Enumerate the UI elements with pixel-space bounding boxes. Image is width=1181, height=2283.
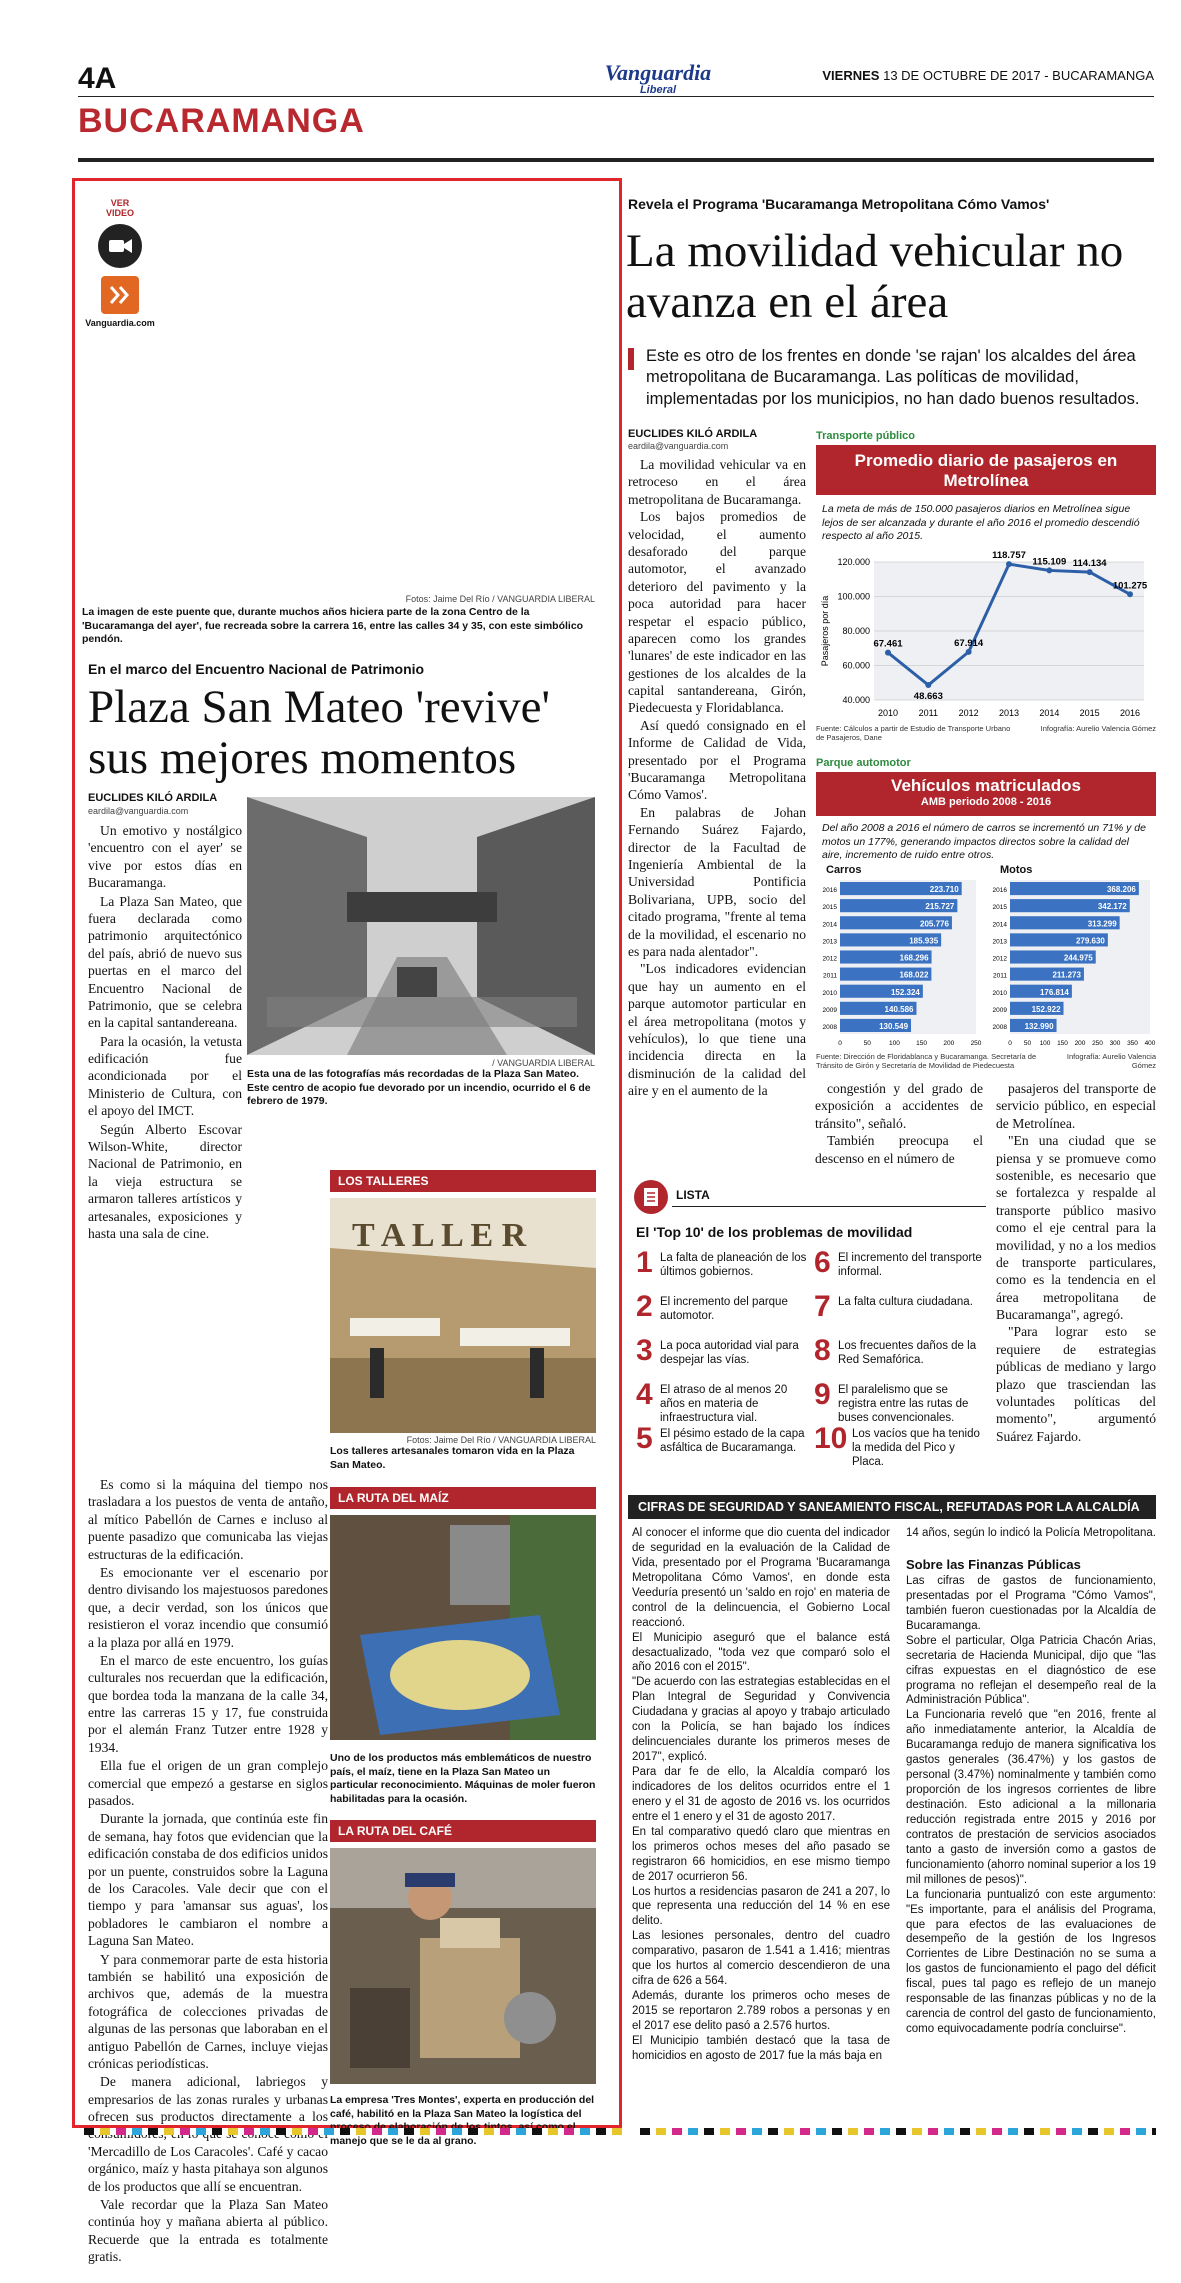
x-tick-label: 100 xyxy=(888,1040,900,1047)
masthead-rule xyxy=(78,96,1154,97)
cars-bar-chart xyxy=(816,876,982,1048)
top10-text: La poca autoridad vial para despejar las vías. xyxy=(660,1340,799,1366)
top10-text: El incremento del transporte informal. xyxy=(838,1252,982,1278)
list-icon xyxy=(634,1180,668,1214)
security-paragraph: La funcionaria puntualizó con este argumento: "Es importante, para el análisis del Programa, que para efectos de las evaluaciones de desempeño de la gestión de los Ingresos Corrientes de Libre Destinación no se suma a los gastos de funcionamiento el pago del déficit fiscal, pues tal pago es reflejo de un manejo responsable de las finanzas públicas y no de la carencia de control del gasto de funcionamiento, como equivocadamente podría concluirse". xyxy=(906,1888,1156,2036)
top10-text: El paralelismo que se registra entre las rutas de buses convencionales. xyxy=(838,1384,969,1424)
data-label: 118.757 xyxy=(992,550,1026,562)
category-label: 2015 xyxy=(822,904,837,912)
data-label: 140.586 xyxy=(884,1004,914,1014)
article1-paragraph: La Plaza San Mateo, que fuera declarada como patrimonio arquitectónico del país, abrió de nuevo sus puertas en el marco del Encuentro Nacional de Patrimonio, que se celebra en la capital santandereana. xyxy=(88,893,242,1031)
article2-deck: Este es otro de los frentes en donde 'se rajan' los alcaldes del área metropolitana de Bucaramanga. Las políticas de movilidad, implementadas por los municipios, no han dado buenos resultados. xyxy=(646,347,1140,408)
box-cafe xyxy=(330,1820,596,2149)
box-talleres xyxy=(330,1170,596,1472)
passengers-line-chart xyxy=(816,552,1156,722)
data-label: 67.914 xyxy=(954,637,984,649)
talleres-credit: Fotos: Jaime Del Río / VANGUARDIA LIBERAL xyxy=(406,1435,596,1445)
article2-paragraph: Los bajos promedios de velocidad, el aumento desaforado del parque automotor, el avanzado deterioro del pavimento y la poca autoridad para hacer respetar el espacio público, aparecen como los grandes 'lunares' de este indicador en las gestiones de los alcaldes de la capital santandereana, Girón, Piedecuesta y Floridablanca. xyxy=(628,509,806,716)
talleres-photo xyxy=(330,1198,596,1433)
top10-text: El atraso de al menos 20 años en materia de infraestructura vial. xyxy=(660,1384,788,1424)
data-point xyxy=(1006,561,1012,567)
video-badge-line1: VER xyxy=(110,198,130,208)
category-label: 2008 xyxy=(992,1024,1007,1031)
article1-paragraph: Para la ocasión, la vetusta edificación fue acondicionada por el Ministerio de Cultura, con el apoyo del IMCT. xyxy=(88,1033,242,1119)
top10-number: 8 xyxy=(814,1334,831,1367)
top10-text: Los vacíos que ha tenido la medida del Pico y Placa. xyxy=(852,1428,980,1468)
top10-number: 6 xyxy=(814,1246,831,1279)
x-tick-label: 350 xyxy=(1127,1040,1138,1047)
data-label: 115.109 xyxy=(1032,556,1067,568)
data-label: 168.022 xyxy=(899,970,929,980)
top10-item xyxy=(814,1378,990,1426)
label-motos: Motos xyxy=(1000,864,1033,876)
x-tick-label: 2010 xyxy=(877,708,899,718)
security-paragraph: El Municipio aseguró que el balance está desactualizado, "toda vez que comparó solo el año 2016 con el 2015". xyxy=(632,1631,890,1674)
category-label: 2011 xyxy=(823,972,837,980)
top10-text: El incremento del parque automotor. xyxy=(660,1296,788,1322)
category-label: 2009 xyxy=(822,1006,837,1014)
top10-number: 10 xyxy=(814,1422,848,1455)
top10-item xyxy=(814,1334,990,1382)
category-label: 2010 xyxy=(992,989,1007,997)
info-passengers-note: La meta de más de 150.000 pasajeros diarios en Metrolínea sigue lejos de ser alcanzada y durante el año 2016 el promedio descendió respecto al año 2015. xyxy=(822,503,1140,543)
top10-text: El pésimo estado de la capa asfáltica de Bucaramanga. xyxy=(660,1428,805,1454)
article2-paragraph: congestión y del grado de exposición a accidentes de tránsito", señaló. xyxy=(815,1081,983,1131)
security-col2-intro: 14 años, según lo indicó la Policía Metropolitana. xyxy=(906,1527,1156,1539)
article2-paragraph: pasajeros del transporte de servicio público, en especial de Metrolínea. xyxy=(996,1081,1156,1131)
top10-item xyxy=(814,1290,990,1338)
top10-item xyxy=(636,1290,812,1338)
article2-kicker: Revela el Programa 'Bucaramanga Metropolitana Cómo Vamos' xyxy=(628,196,1050,212)
publication-sub: Liberal xyxy=(639,84,677,96)
security-paragraph: Además, durante los primeros ocho meses de 2015 se reportaron 2.789 robos a personas y en el 2017 ese delito pasó a 2.576 hurtos. xyxy=(632,1990,890,2032)
security-column-2 xyxy=(906,1526,1156,2114)
y-tick-label: 40.000 xyxy=(842,695,870,705)
data-label: 223.710 xyxy=(929,885,959,895)
main-photo-caption: La imagen de este puente que, durante muchos años hiciera parte de la zona Centro de la 'Bucaramanga del ayer', fue recreada sobre la carrera 16, entre las calles 34 y 35, con este simbólico pendón. xyxy=(82,606,584,646)
x-tick-label: 100 xyxy=(1039,1040,1051,1047)
publication-logo: Vanguardia xyxy=(604,60,712,85)
data-label: 168.296 xyxy=(899,953,929,963)
bw-photo xyxy=(247,797,595,1055)
article1-kicker: En el marco del Encuentro Nacional de Patrimonio xyxy=(88,661,425,677)
x-tick-label: 50 xyxy=(1023,1040,1032,1047)
x-tick-label: 400 xyxy=(1144,1040,1156,1047)
category-label: 2013 xyxy=(992,938,1007,946)
info-passengers-credit: Infografía: Aurelio Valencia Gómez xyxy=(1040,724,1156,733)
article2-paragraph: "En una ciudad que se piensa y se promueve como sostenible, es necesario que se fortalezca y respalde al transporte público masivo como el eje central para la movilidad, y no a los medios de transporte particulares, como es la tendencia en el área metropolitana de Bucaramanga", agregó. xyxy=(996,1133,1156,1323)
top10-rule xyxy=(672,1206,986,1207)
data-label: 152.324 xyxy=(890,987,920,997)
main-photo-credit: Fotos: Jaime Del Río / VANGUARDIA LIBERAL xyxy=(405,594,595,604)
security-paragraph: "De acuerdo con las estrategias establecidas en el Plan Integral de Seguridad y Convivencia Ciudadana y gracias al apoyo y trabajo articulado con la Policía, se han bajado los índices delincuenciales durante los primeros meses de 2017", explicó. xyxy=(632,1676,890,1764)
article2-paragraph: "Para lograr esto se requiere de estrategias públicas de mediano y largo plazo que trasciendan las voluntades políticas del momento", argumentó Suárez Fajardo. xyxy=(996,1324,1156,1444)
y-tick-label: 120.000 xyxy=(837,557,870,567)
y-tick-label: 100.000 xyxy=(837,591,870,602)
page-number: 4A xyxy=(78,62,117,95)
top10-item xyxy=(636,1246,812,1294)
category-label: 2008 xyxy=(822,1024,837,1031)
top10-box xyxy=(628,1180,988,1480)
article2-paragraph: Así quedó consignado en el Informe de Calidad de Vida, presentado por el Programa 'Bucaramanga Metropolitana Cómo Vamos'. xyxy=(628,717,806,803)
article2-paragraph: También preocupa el descenso en el número de xyxy=(815,1133,983,1166)
article1-byline: EUCLIDES KILÓ ARDILA xyxy=(88,792,218,804)
x-tick-label: 200 xyxy=(1074,1040,1086,1047)
security-paragraph: La Funcionaria reveló que "en 2016, frente al año inmediatamente anterior, la Alcaldía de Bucaramanga redujo de manera significativa los gastos generales (36.47%) y los gastos de personal (3.47%) nominalmente y también como proporción de los ingresos corrientes de libre destinación. Esto adicional a la millonaria reducción registrada entre 2015 y 2016 por contratos de prestación de servicios asociados tanto a gasto de inversión como a gastos de funcionamiento (ahorro nominal superior a los 19 mil millones de pesos)". xyxy=(906,1709,1156,1886)
article1-paragraph: Un emotivo y nostálgico 'encuentro con el ayer' se vive por estos días en Bucaramanga. xyxy=(88,823,242,891)
data-label: 205.776 xyxy=(920,919,949,929)
top10-title: El 'Top 10' de los problemas de movilidad xyxy=(636,1224,913,1240)
data-point xyxy=(1046,567,1052,573)
x-tick-label: 200 xyxy=(943,1040,955,1047)
data-label: 244.975 xyxy=(1063,953,1093,963)
top10-number: 5 xyxy=(636,1422,653,1455)
security-paragraph: Al conocer el informe que dio cuenta del indicador de seguridad en la evaluación de la Calidad de Vida, presentado por el Programa 'Bucaramanga Metropolitana Cómo Vamos', en donde esta Veeduría presentó un 'saldo en rojo' en materia de control de la delincuencia, el Gobierno Local reaccionó. xyxy=(632,1527,890,1629)
data-point xyxy=(966,649,972,655)
top10-item xyxy=(814,1422,990,1470)
top10-number: 3 xyxy=(636,1334,653,1367)
x-tick-label: 2013 xyxy=(998,708,1020,718)
x-tick-label: 2011 xyxy=(918,708,939,718)
box-cafe-label: LA RUTA DEL CAFÉ xyxy=(330,1820,596,1842)
bw-photo-credit: / VANGUARDIA LIBERAL xyxy=(492,1058,595,1068)
security-col2-body xyxy=(906,1574,1156,2114)
security-bar: CIFRAS DE SEGURIDAD Y SANEAMIENTO FISCAL, REFUTADAS POR LA ALCALDÍA xyxy=(628,1495,1156,1519)
x-tick-label: 300 xyxy=(1109,1040,1121,1047)
data-label: 48.663 xyxy=(913,691,943,703)
data-label: 67.461 xyxy=(873,638,903,650)
security-column-1 xyxy=(632,1526,890,2120)
color-bar-left xyxy=(84,2128,624,2135)
top10-number: 1 xyxy=(636,1246,653,1279)
top10-number: 2 xyxy=(636,1290,653,1323)
article2-paragraph: En palabras de Johan Fernando Suárez Fajardo, director de la Facultad de Ingeniería Ambiental de la Universidad Pontificia Bolivariana, UPB, socio del citado programa, "frente al tema de la movilidad, el escenario no es para nada alentador". xyxy=(628,804,806,959)
article1-paragraph: En el marco de este encuentro, los guías culturales nos recuerdan que la edificación, que bordea toda la manzana de la calle 34, entre las carreras 15 y 17, fue construida por el alemán Franz Tutzer entre 1928 y 1934. xyxy=(88,1652,328,1755)
video-site: Vanguardia.com xyxy=(85,318,155,328)
color-bar-right xyxy=(640,2128,1156,2135)
security-paragraph: El Municipio también destacó que la tasa de homicidios en agosto de 2017 fue la más baja en xyxy=(632,2034,890,2062)
video-badge[interactable] xyxy=(82,198,158,348)
data-label: 279.630 xyxy=(1075,936,1105,946)
motos-bar-chart xyxy=(986,876,1156,1048)
data-label: 132.990 xyxy=(1024,1022,1054,1031)
top10-tag: LISTA xyxy=(676,1188,710,1202)
security-paragraph: En tal comparativo quedó claro que mientras en los primeros ochos meses del año pasado se registraron 66 homicidios, en ese mismo tiempo de 2017 ocurrieron 56. xyxy=(632,1825,890,1883)
info-vehicles-credit: Infografía: Aurelio Valencia Gómez xyxy=(1066,1052,1156,1070)
data-label: 211.273 xyxy=(1052,970,1081,980)
top10-item xyxy=(636,1378,812,1426)
data-label: 313.299 xyxy=(1087,919,1117,929)
data-label: 101.275 xyxy=(1112,580,1148,592)
article1-paragraph: Según Alberto Escovar Wilson-White, director Nacional de Patrimonio, en la vieja estructura se armaron talleres artísticos y artesanales, exposiciones y hasta una sala de cine. xyxy=(88,1121,242,1241)
top10-item xyxy=(814,1246,990,1294)
article1-paragraph: Durante la jornada, que continúa este fin de semana, hay fotos que evidencian que la edificación constaba de dos edificios unidos por un puente, construidos sobre la Laguna de los Caracoles. Vale decir que con el tiempo y para 'amansar sus aguas', los pobladores le cambiaron el nombre a Laguna San Mateo. xyxy=(88,1811,328,1949)
masthead xyxy=(78,58,1154,166)
cafe-photo xyxy=(330,1848,596,2084)
article1-paragraph: Y para conmemorar parte de esta historia también se habilitó una exposición de archivos que, además de la muestra fotográfica de colecciones privadas de algunas de las personas que laboraban en el antiguo Pabellón de Carnes, incluye viejas crónicas periodísticas. xyxy=(88,1951,328,2071)
data-label: 185.935 xyxy=(909,936,939,946)
article2-paragraph: "Los indicadores evidencian que hay un aumento en el parque automotor particular en el área metropolitana (motos y vehículos), lo que tiene una incidencia directa en la disminución de la calidad del aire y en el aumento de la xyxy=(628,961,806,1099)
article1-paragraph: Es emocionante ver el escenario por dentro divisando los majestuosos paredones que, a decir verdad, son los únicos que resistieron el voraz incendio que consumió a la plaza por allá en 1979. xyxy=(88,1564,328,1650)
security-paragraph: Las cifras de gastos de funcionamiento, presentadas por el Programa "Cómo Vamos", también fueron cuestionadas por la Alcaldía de Bucaramanga. xyxy=(906,1574,1156,1632)
top10-text: La falta cultura ciudadana. xyxy=(838,1296,973,1308)
data-point xyxy=(1127,591,1133,597)
data-point xyxy=(885,650,891,656)
article1-paragraph: Es como si la máquina del tiempo nos trasladara a los puestos de venta de antaño, al mítico Pabellón de Carnes e incluso al puente pasadizo que comunicaba las viejas estructuras de la edificación. xyxy=(88,1477,328,1562)
category-label: 2009 xyxy=(992,1006,1007,1014)
article1-paragraph: Vale recordar que la Plaza San Mateo continúa hoy y mañana abierta al público. Recuerde que la entrada es totalmente gratis. xyxy=(88,2197,328,2265)
x-tick-label: 0 xyxy=(838,1040,842,1047)
section-rule xyxy=(78,158,1154,162)
article2-byline: EUCLIDES KILÓ ARDILA xyxy=(628,428,758,440)
data-label: 215.727 xyxy=(925,902,955,912)
article1-narrow-column xyxy=(88,822,242,1472)
category-label: 2016 xyxy=(992,887,1007,895)
security-paragraph: Los hurtos a residencias pasaron de 241 a 207, lo que representa una reducción del 14 % en ese delito. xyxy=(632,1885,890,1928)
article2-column-3 xyxy=(996,1080,1156,1470)
box-maiz xyxy=(330,1487,596,1807)
category-label: 2016 xyxy=(822,887,837,895)
info-vehicles-title: Vehículos matriculados xyxy=(891,776,1081,795)
x-tick-label: 2015 xyxy=(1079,708,1100,718)
box-talleres-label: LOS TALLERES xyxy=(330,1170,596,1192)
section-title: BUCARAMANGA xyxy=(78,102,365,140)
category-label: 2011 xyxy=(993,972,1007,980)
video-camera-icon[interactable] xyxy=(98,224,142,268)
cafe-caption: La empresa 'Tres Montes', experta en producción del café, habilitó en la Plaza San Mateo la logística del manejo que se le da al grano. xyxy=(330,2094,595,2147)
x-tick-label: 250 xyxy=(970,1040,982,1047)
data-label: 176.814 xyxy=(1039,987,1069,997)
video-badge-line2: VIDEO xyxy=(105,208,134,218)
top10-text: Los frecuentes daños de la Red Semafórica. xyxy=(838,1340,977,1366)
security-paragraph: Las lesiones personales, dentro del cuadro comparativo, pasaron de 1.541 a 1.416; mientras que los hurtos al comercio descendieron de una cifra de 626 a 564. xyxy=(632,1930,890,1988)
info-vehicles-banner xyxy=(816,772,1156,816)
x-tick-label: 2012 xyxy=(958,708,979,718)
info-passengers-tag: Transporte público xyxy=(816,430,916,442)
category-label: 2012 xyxy=(992,955,1007,963)
box-maiz-label: LA RUTA DEL MAÍZ xyxy=(330,1487,596,1509)
x-tick-label: 2016 xyxy=(1119,708,1141,718)
top10-text: La falta de planeación de los últimos gobiernos. xyxy=(660,1252,807,1278)
data-label: 152.922 xyxy=(1031,1004,1061,1014)
x-tick-label: 50 xyxy=(863,1040,871,1047)
data-point xyxy=(925,682,931,688)
article1-email: eardila@vanguardia.com xyxy=(88,806,189,816)
info-vehicles-source: Fuente: Dirección de Floridablanca y Bucaramanga. Secretaría de Tránsito de Girón y Secretaría de Movilidad de Piedecuesta xyxy=(816,1052,1037,1070)
y-axis-label: Pasajeros por día xyxy=(820,595,830,667)
top10-number: 4 xyxy=(636,1378,653,1411)
top10-number: 7 xyxy=(814,1290,831,1323)
x-tick-label: 250 xyxy=(1092,1040,1103,1047)
article1-headline: Plaza San Mateo 'revive' sus mejores momentos xyxy=(88,681,550,784)
info-vehicles-subtitle: AMB periodo 2008 - 2016 xyxy=(920,795,1052,808)
info-vehicles-note: Del año 2008 a 2016 el número de carros se incrementó un 71% y de motos un 177%, generando impactos directos sobre la calidad del aire, incremento de ruido entre otros. xyxy=(822,822,1146,862)
article1-wide-column xyxy=(88,1476,328,2265)
top10-item xyxy=(636,1334,812,1382)
y-tick-label: 60.000 xyxy=(842,660,870,671)
category-label: 2010 xyxy=(822,989,837,997)
category-label: 2012 xyxy=(822,955,837,963)
forward-icon[interactable] xyxy=(101,276,139,314)
y-tick-label: 80.000 xyxy=(842,626,870,636)
deck-bar xyxy=(628,348,634,370)
x-tick-label: 2014 xyxy=(1039,708,1060,718)
article2-paragraph: La movilidad vehicular va en retroceso en el área metropolitana de Bucaramanga. xyxy=(628,457,806,507)
category-label: 2015 xyxy=(992,904,1007,912)
article1-paragraph: De manera adicional, labriegos y empresarios de las zonas rurales y urbanas ofrecen sus productos directamente a los 'Mercadillo de Los Caracoles'. Café y cacao orgánico, maíz y hasta pitahaya son algunos de los productos que allí se encuentran. xyxy=(88,2074,328,2194)
photo-sign: FRIGIDAIRE xyxy=(257,346,344,363)
x-tick-label: 150 xyxy=(916,1040,928,1047)
data-label: 342.172 xyxy=(1097,902,1127,912)
security-paragraph: Para dar fe de ello, la Alcaldía comparó los indicadores de los delitos ocurridos entre el 1 enero y el 31 de agosto de 2016 vs. los ocurridos entre el 1 enero y el 31 de agosto 2017. xyxy=(632,1766,890,1823)
x-tick-label: 150 xyxy=(1057,1040,1068,1047)
data-point xyxy=(1087,569,1093,575)
info-vehicles-tag: Parque automotor xyxy=(816,757,911,769)
talleres-caption: Los talleres artesanales tomaron vida en la Plaza San Mateo. xyxy=(330,1445,575,1471)
road-text: SOLO xyxy=(318,516,454,583)
category-label: 2014 xyxy=(992,921,1007,929)
security-paragraph: Sobre el particular, Olga Patricia Chacón Arias, secretaria de Hacienda Municipal, dijo que "las cifras expuestas en el diagnóstico de ese programa no reflejan el desempeño real de la Administración Pública". xyxy=(906,1634,1156,1707)
article2-column-2 xyxy=(815,1080,983,1166)
maiz-photo xyxy=(330,1515,596,1740)
category-label: 2014 xyxy=(822,921,837,929)
data-label: 114.134 xyxy=(1072,558,1107,570)
maiz-caption: Uno de los productos más emblemáticos de nuestro país, el maíz, tiene en la Plaza San Mateo un particular reconocimiento. Máquinas de moler fueron habilitadas para la ocasión. xyxy=(330,1752,596,1805)
top10-number: 9 xyxy=(814,1378,831,1411)
top10-item xyxy=(636,1422,812,1470)
dateline: VIERNES 13 DE OCTUBRE DE 2017 - BUCARAMANGA xyxy=(822,68,1154,83)
data-label: 368.206 xyxy=(1106,885,1136,895)
security-subhead: Sobre las Finanzas Públicas xyxy=(906,1556,1081,1572)
article2-column-1 xyxy=(628,456,806,1176)
info-passengers-source: Fuente: Cálculos a partir de Estudio de Transporte Urbano de Pasajeros, Dane xyxy=(816,724,1011,742)
article2-email: eardila@vanguardia.com xyxy=(628,441,729,451)
talleres-banner: T A L L E R xyxy=(352,1217,527,1254)
info-passengers-title: Promedio diario de pasajeros en Metrolínea xyxy=(816,445,1156,495)
article2-headline: La movilidad vehicular no avanza en el área xyxy=(626,225,1124,328)
label-cars: Carros xyxy=(826,864,862,876)
x-tick-label: 0 xyxy=(1008,1040,1012,1047)
article1-paragraph: Ella fue el origen de un gran complejo comercial que empezó a gestarse en siglos pasados. xyxy=(88,1758,328,1809)
data-label: 130.549 xyxy=(879,1022,909,1031)
category-label: 2013 xyxy=(822,938,837,946)
bw-photo-caption: Esta una de las fotografías más recordadas de la Plaza San Mateo. Este centro de acopio fue devorado por un incendio, ocurrido el 6 de febrero de 1979. xyxy=(247,1068,591,1108)
